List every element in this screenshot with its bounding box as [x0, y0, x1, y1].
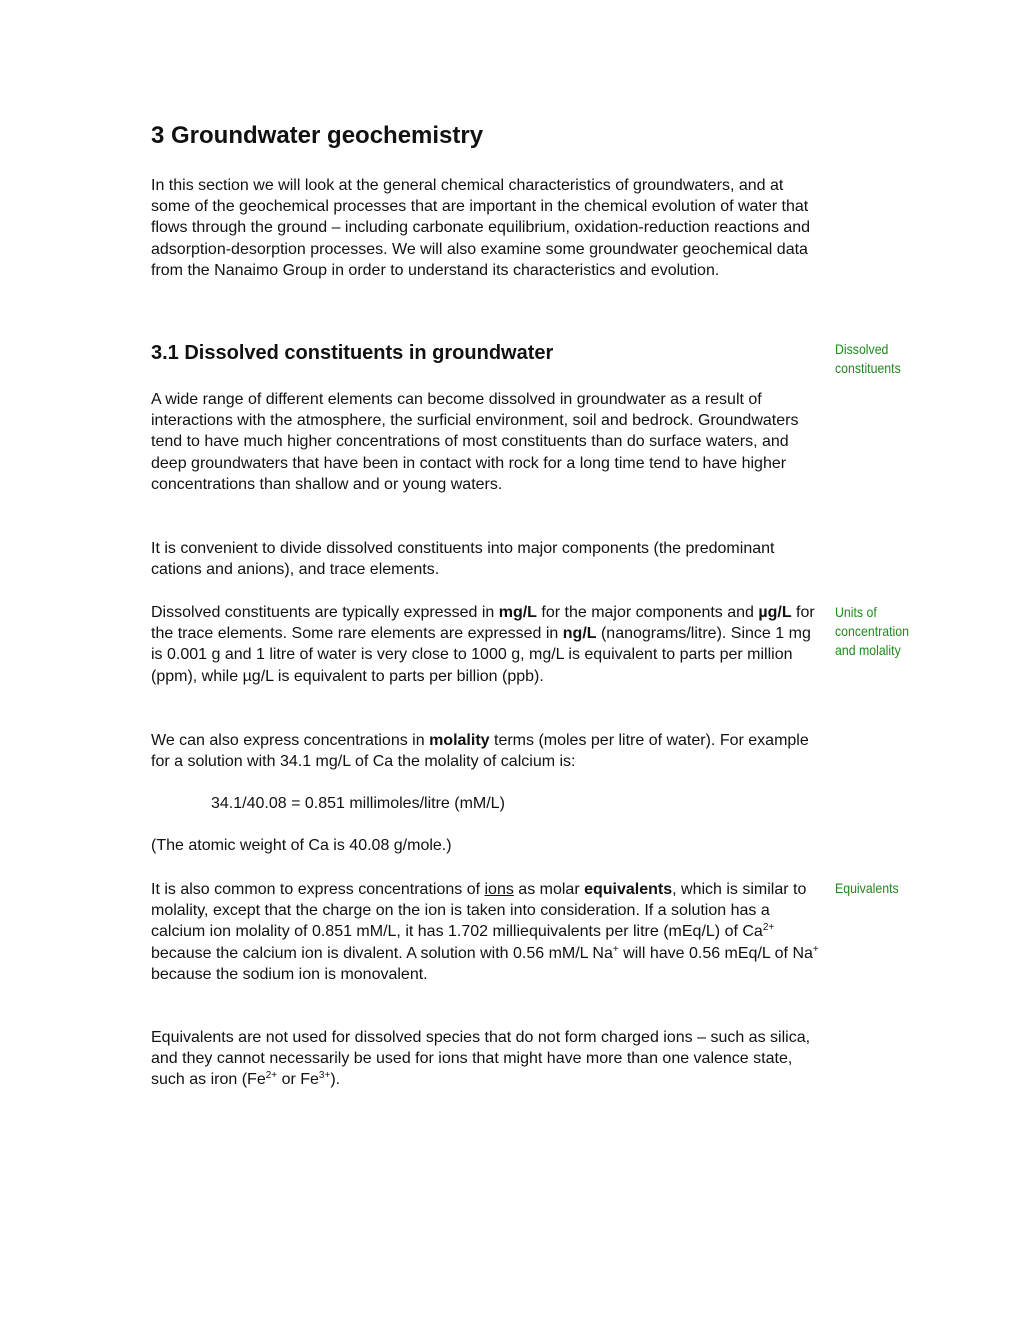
text-run: as molar [513, 881, 585, 898]
charge-superscript: 2+ [762, 922, 775, 934]
paragraph-major-trace: It is convenient to divide dissolved constituents into major components (the predominant cations and anions), and trace elements. [151, 540, 775, 579]
paragraph-molality [151, 730, 823, 772]
text-run: for the major components and [536, 604, 759, 621]
charge-superscript: + [612, 943, 619, 955]
term-molality: molality [429, 732, 490, 749]
paragraph-valence [151, 1027, 823, 1091]
charge-superscript: 3+ [318, 1070, 331, 1082]
margin-note-line: Units of [835, 604, 877, 620]
text-run: because the calcium ion is divalent. A solution with 0.56 mM/L Na [151, 944, 613, 962]
margin-note-line: and molality [835, 642, 901, 658]
text-run: for the trace elements. Some rare elements are expressed in [151, 604, 815, 643]
margin-note-units [835, 603, 941, 660]
margin-note-equivalents [835, 879, 941, 898]
section-heading: 3.1 Dissolved constituents in groundwater [151, 342, 554, 364]
text-run: will have 0.56 mEq/L of Na [618, 944, 813, 962]
margin-note-line: Equivalents [835, 880, 899, 896]
margin-note-dissolved-constituents [835, 340, 941, 378]
text-run: (nanograms/litre). Since 1 mg is 0.001 g and 1 litre of water is very close to 1000 g, mg/L is equivalent to parts per million (ppm), while µg/L is equivalent to parts per billion (ppb). [151, 625, 811, 685]
term-ions: ions [484, 881, 514, 898]
paragraph-atomic-weight: (The atomic weight of Ca is 40.08 g/mole.) [151, 837, 452, 854]
charge-superscript: + [812, 943, 819, 955]
text-run: terms (moles per litre of water). For example for a solution with 34.1 mg/L of Ca the molality of calcium is: [151, 732, 809, 771]
charge-superscript: 2+ [265, 1070, 278, 1082]
unit-ug-per-l: µg/L [758, 604, 792, 621]
molality-equation: 34.1/40.08 = 0.851 millimoles/litre (mM/L) [211, 795, 505, 812]
unit-mg-per-l: mg/L [498, 604, 537, 621]
text-run: , which is similar to molality, except that the charge on the ion is taken into consideration. If a solution has a calcium ion molality of 0.851 mM/L, it has 1.702 milliequivalents per litre (mEq/L) of Ca [151, 881, 807, 941]
paragraph-dissolved-elements: A wide range of different elements can become dissolved in groundwater as a result of interactions with the atmosphere, the surficial environment, soil and bedrock. Groundwaters tend to have much higher concentrations of most constituents than do surface waters, and deep groundwaters that have been in contact with rock for a long time tend to have higher concentrations than shallow and or young waters. [151, 391, 799, 493]
text-run: or Fe [277, 1071, 319, 1089]
term-equivalents: equivalents [584, 881, 673, 898]
chapter-heading: 3 Groundwater geochemistry [151, 122, 484, 149]
text-run: It is also common to express concentrations of [151, 881, 485, 898]
margin-note-line: concentration [835, 623, 909, 639]
intro-paragraph: In this section we will look at the general chemical characteristics of groundwaters, and at some of the geochemical processes that are important in the chemical evolution of water that flows through the ground – including carbonate equilibrium, oxidation-reduction reactions and adsorption-desorption processes. We will also examine some groundwater geochemical data from the Nanaimo Group in order to understand its characteristics and evolution. [151, 177, 811, 279]
text-run: because the sodium ion is monovalent. [151, 965, 428, 983]
text-run: Equivalents are not used for dissolved species that do not form charged ions – such as silica, and they cannot necessarily be used for ions that might have more than one valence state, such as iron (Fe [151, 1029, 811, 1089]
text-run: We can also express concentrations in [151, 732, 430, 749]
paragraph-equivalents [151, 879, 823, 985]
text-run: ). [330, 1071, 341, 1089]
text-run: Dissolved constituents are typically expressed in [151, 604, 499, 621]
paragraph-units [151, 602, 823, 687]
unit-ng-per-l: ng/L [562, 625, 597, 643]
margin-note-line: constituents [835, 360, 901, 376]
margin-note-line: Dissolved [835, 341, 889, 357]
